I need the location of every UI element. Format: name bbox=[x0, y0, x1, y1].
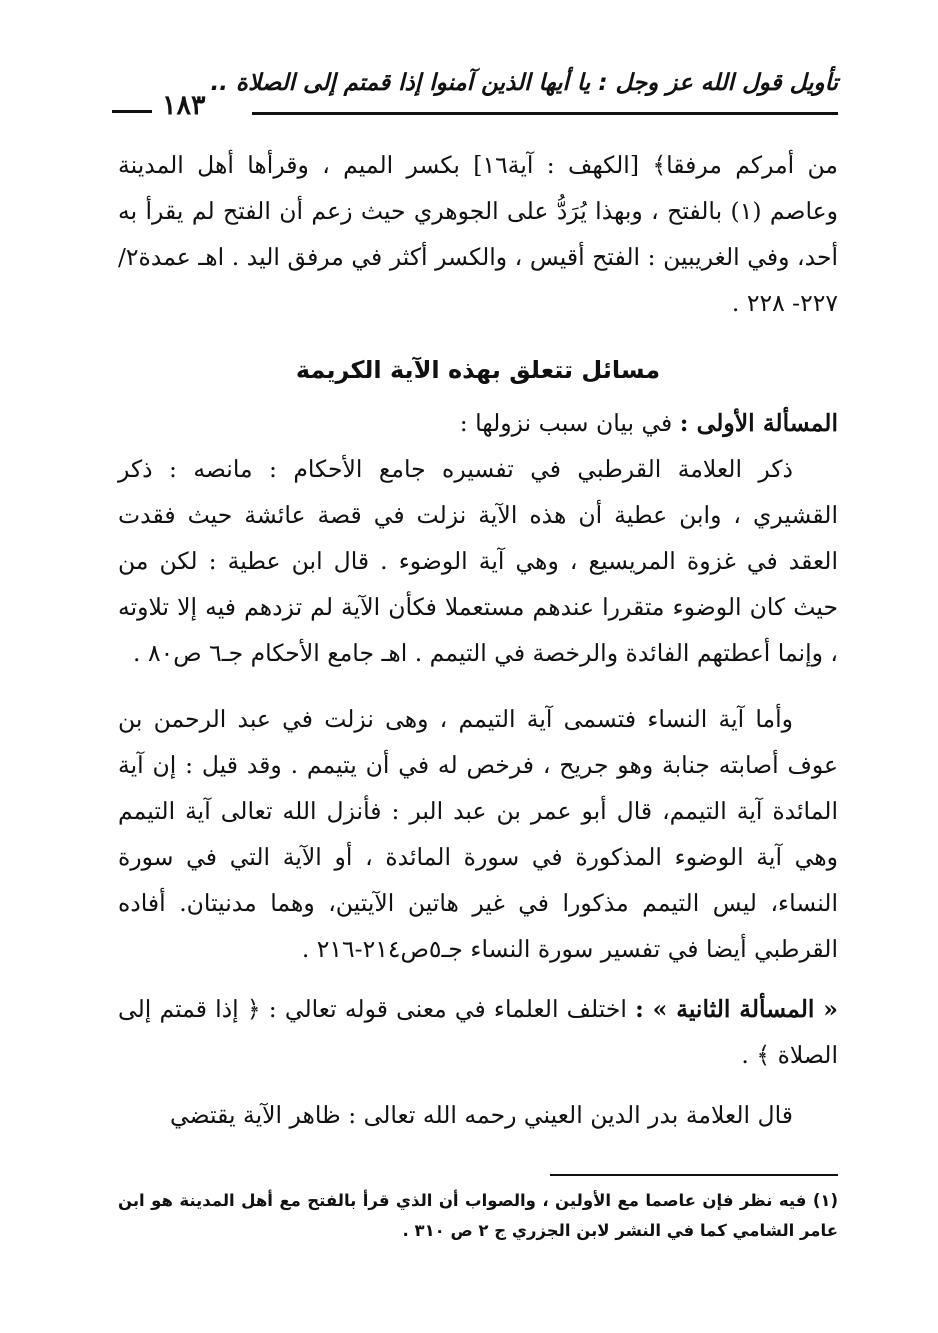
question-one-line bbox=[118, 400, 838, 446]
page-header bbox=[112, 62, 838, 120]
section-heading: مسائل تتعلق بهذه الآية الكريمة bbox=[295, 356, 661, 384]
footnote-rule bbox=[550, 1174, 838, 1176]
opening-paragraph: من أمركم مرفقا﴾ [الكهف : آية١٦] بكسر الميم ، وقرأها أهل المدينة وعاصم (١) بالفتح ، وبهذا يُرَدُّ على الجوهري حيث زعم أن الفتح لم يقرأ به أحد، وفي الغريبين : الفتح أقيس ، والكسر أكثر في مرفق اليد . اهـ عمدة٢/ ٢٢٧- ٢٢٨ . bbox=[118, 151, 839, 317]
header-rule bbox=[252, 112, 838, 115]
paragraph-gap bbox=[118, 676, 838, 696]
question-one-label: المسألة الأولى : bbox=[679, 409, 838, 437]
question-two-text: اختلف العلماء في معنى قوله تعالي : ﴿ إذا قمتم إلى الصلاة ﴾ . bbox=[118, 995, 838, 1069]
running-title: تأويل قول الله عز وجل : يا أيها الذين آمنوا إذا قمتم إلى الصلاة .. bbox=[210, 70, 838, 96]
question-one-paragraph-1: ذكر العلامة القرطبي في تفسيره جامع الأحكام : مانصه : ذكر القشيري ، وابن عطية أن هذه الآية نزلت في قصة عائشة حيث فقدت العقد في غزوة المريسيع ، وهي آية الوضوء . قال ابن عطية : لكن من حيث كان الوضوء متقررا عندهم مستعملا فكأن الآية لم تزدهم فيه إلا تلاوته ، وإنما أعطتهم الفائدة والرخصة في التيمم . اهـ جامع الأحكام جـ٦ ص٨٠ . bbox=[118, 455, 838, 667]
question-one-text: في بيان سبب نزولها : bbox=[459, 409, 680, 437]
question-two-paragraph bbox=[118, 986, 838, 1078]
footnote: (١) فيه نظر فإن عاصما مع الأولين ، والصواب أن الذي قرأ بالفتح مع أهل المدينة هو ابن عامر الشامي كما في النشر لابن الجزري ج ٢ ص ٣١٠ . bbox=[118, 1191, 838, 1240]
main-text bbox=[118, 142, 838, 1138]
paragraph-gap bbox=[118, 1078, 838, 1092]
closing-paragraph: قال العلامة بدر الدين العيني رحمه الله تعالى : ظاهر الآية يقتضي bbox=[170, 1101, 793, 1129]
page-number-dash bbox=[112, 110, 152, 113]
paragraph-gap bbox=[118, 972, 838, 986]
page-number: ١٨٣ bbox=[162, 90, 206, 121]
question-one-paragraph-2: وأما آية النساء فتسمى آية التيمم ، وهى نزلت في عبد الرحمن بن عوف أصابته جنابة وهو جريح ، فرخص له في أن يتيمم . وقد قيل : إن آية المائدة آية التيمم، قال أبو عمر بن عبد البر : فأنزل الله تعالى آية التيمم وهي آية الوضوء المذكورة في سورة المائدة ، أو الآية التي في سورة النساء، ليس التيمم مذكورا في غير هاتين الآيتين، وهما مدنيتان. أفاده القرطبي أيضا في تفسير سورة النساء جـ٥ص٢١٤-٢١٦ . bbox=[118, 705, 838, 963]
question-two-label: « المسألة الثانية » : bbox=[635, 995, 838, 1023]
